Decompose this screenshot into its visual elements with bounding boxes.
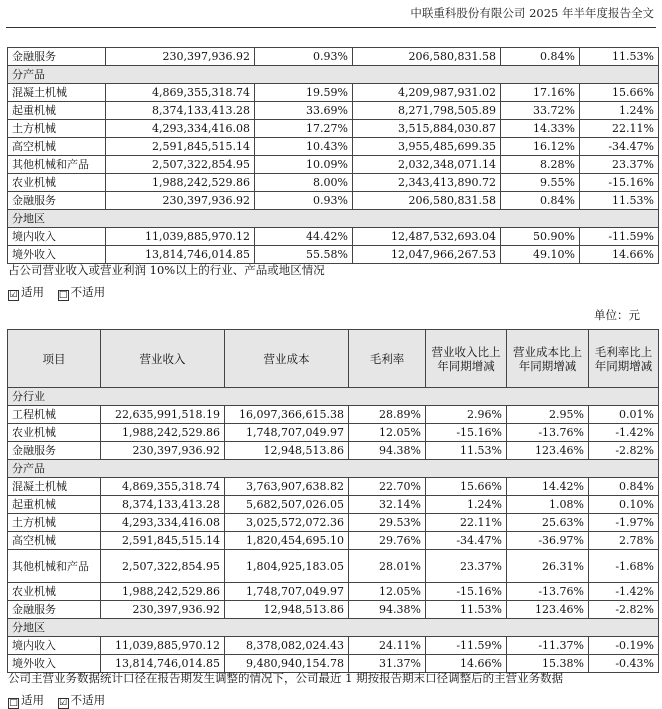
table-row <box>8 532 659 550</box>
row-label: 土方机械 <box>8 120 106 138</box>
table-row <box>8 442 659 460</box>
table-cell: 28.01% <box>349 550 426 583</box>
section-label: 分地区 <box>8 210 659 228</box>
table-cell: 55.58% <box>255 246 353 264</box>
section-label: 分产品 <box>8 66 659 84</box>
table-cell: 10.43% <box>255 138 353 156</box>
table-cell: 12,487,532,693.04 <box>353 228 501 246</box>
table-cell: 8,271,798,505.89 <box>353 102 501 120</box>
row-label: 境内收入 <box>8 637 101 655</box>
checkbox-checked-icon: ☑ <box>59 698 68 708</box>
table-cell: 29.53% <box>349 514 426 532</box>
option-applicable-checked[interactable]: ☑ 适用 <box>9 285 44 300</box>
table-cell: 1.24% <box>426 496 507 514</box>
table-cell: 24.11% <box>349 637 426 655</box>
table-cell: -1.97% <box>589 514 659 532</box>
table-cell: 1.24% <box>580 102 659 120</box>
table-cell: 16,097,366,615.38 <box>225 406 349 424</box>
row-label: 起重机械 <box>8 496 101 514</box>
table-cell: 4,869,355,318.74 <box>106 84 255 102</box>
row-label: 混凝土机械 <box>8 84 106 102</box>
column-header: 营业成本 <box>225 330 349 388</box>
table-cell: 11.53% <box>426 601 507 619</box>
table-cell: -1.68% <box>589 550 659 583</box>
checkbox-empty-icon: □ <box>9 698 18 708</box>
table-cell: 5,682,507,026.05 <box>225 496 349 514</box>
table-cell: 2.96% <box>426 406 507 424</box>
table-cell: 13,814,746,014.85 <box>101 655 225 673</box>
table-cell: 11,039,885,970.12 <box>106 228 255 246</box>
table-cell: 4,209,987,931.02 <box>353 84 501 102</box>
table-row <box>8 424 659 442</box>
table-cell: 17.16% <box>501 84 580 102</box>
table-cell: 1,804,925,183.05 <box>225 550 349 583</box>
row-label: 其他机械和产品 <box>8 156 106 174</box>
table-cell: 4,293,334,416.08 <box>101 514 225 532</box>
table-cell: 8.28% <box>501 156 580 174</box>
table-row <box>8 550 659 583</box>
table-row <box>8 406 659 424</box>
table-cell: 33.69% <box>255 102 353 120</box>
row-label: 农业机械 <box>8 424 101 442</box>
applicability-options-1 <box>8 284 115 300</box>
table-row <box>8 156 659 174</box>
section-label: 分产品 <box>8 460 659 478</box>
table-cell: 0.84% <box>589 478 659 496</box>
table-cell: 94.38% <box>349 442 426 460</box>
table-cell: 1,988,242,529.86 <box>101 424 225 442</box>
table-cell: 32.14% <box>349 496 426 514</box>
row-label: 金融服务 <box>8 192 106 210</box>
table-row <box>8 48 659 66</box>
gross-margin-table <box>7 329 659 673</box>
row-label: 土方机械 <box>8 514 101 532</box>
table-cell: 3,955,485,699.35 <box>353 138 501 156</box>
table-cell: -15.16% <box>426 583 507 601</box>
row-label: 金融服务 <box>8 601 101 619</box>
row-label: 境内收入 <box>8 228 106 246</box>
table-cell: 12,047,966,267.53 <box>353 246 501 264</box>
table-cell: 16.12% <box>501 138 580 156</box>
unit-label: 单位：元 <box>594 308 640 322</box>
table-cell: 12.05% <box>349 583 426 601</box>
checkbox-empty-icon: □ <box>58 290 68 300</box>
table-cell: 2,507,322,854.95 <box>101 550 225 583</box>
table-cell: 123.46% <box>507 442 589 460</box>
row-label: 高空机械 <box>8 532 101 550</box>
table-cell: 15.38% <box>507 655 589 673</box>
table-cell: 2.78% <box>589 532 659 550</box>
table-cell: 2.95% <box>507 406 589 424</box>
table-cell: 206,580,831.58 <box>353 192 501 210</box>
section-row <box>8 619 659 637</box>
table-cell: 22,635,991,518.19 <box>101 406 225 424</box>
table-cell: 1,988,242,529.86 <box>106 174 255 192</box>
table-cell: 17.27% <box>255 120 353 138</box>
table-cell: 0.93% <box>255 48 353 66</box>
table-cell: -13.76% <box>507 424 589 442</box>
table-cell: 2,591,845,515.14 <box>106 138 255 156</box>
table-cell: 22.11% <box>580 120 659 138</box>
table-cell: -2.82% <box>589 601 659 619</box>
table-row <box>8 138 659 156</box>
table-cell: -34.47% <box>426 532 507 550</box>
table-cell: 2,507,322,854.95 <box>106 156 255 174</box>
column-header: 毛利率比上年同期增减 <box>589 330 659 388</box>
option-not-applicable[interactable]: □ 不适用 <box>58 285 106 300</box>
row-label: 起重机械 <box>8 102 106 120</box>
table-cell: 14.33% <box>501 120 580 138</box>
table-cell: 1,748,707,049.97 <box>225 424 349 442</box>
table-cell: 0.84% <box>501 192 580 210</box>
table-cell: 3,763,907,638.82 <box>225 478 349 496</box>
table-cell: 11.53% <box>580 192 659 210</box>
section-row <box>8 210 659 228</box>
option-applicable[interactable]: □ 适用 <box>9 693 44 708</box>
table-cell: 4,293,334,416.08 <box>106 120 255 138</box>
table-cell: -0.43% <box>589 655 659 673</box>
table-cell: 3,515,884,030.87 <box>353 120 501 138</box>
table-cell: 49.10% <box>501 246 580 264</box>
table-cell: 8.00% <box>255 174 353 192</box>
header-divider <box>6 27 656 28</box>
table-cell: -34.47% <box>580 138 659 156</box>
table-row <box>8 496 659 514</box>
row-label: 工程机械 <box>8 406 101 424</box>
column-header: 项目 <box>8 330 101 388</box>
section-row <box>8 460 659 478</box>
row-label: 其他机械和产品 <box>8 550 101 583</box>
table-cell: 10.09% <box>255 156 353 174</box>
segment-revenue-share-table <box>7 47 659 264</box>
table-cell: 1,748,707,049.97 <box>225 583 349 601</box>
table-row <box>8 601 659 619</box>
table-cell: 8,378,082,024.43 <box>225 637 349 655</box>
row-label: 农业机械 <box>8 583 101 601</box>
table-cell: 11,039,885,970.12 <box>101 637 225 655</box>
table-cell: 1,820,454,695.10 <box>225 532 349 550</box>
table-row <box>8 583 659 601</box>
table-cell: 9,480,940,154.78 <box>225 655 349 673</box>
table-cell: 3,025,572,072.36 <box>225 514 349 532</box>
table-row <box>8 228 659 246</box>
table-cell: 12.05% <box>349 424 426 442</box>
row-label: 金融服务 <box>8 48 106 66</box>
table-cell: 28.89% <box>349 406 426 424</box>
table-cell: 26.31% <box>507 550 589 583</box>
column-header: 营业成本比上年同期增减 <box>507 330 589 388</box>
table-row <box>8 192 659 210</box>
table-row <box>8 84 659 102</box>
table-cell: -15.16% <box>426 424 507 442</box>
table-cell: 230,397,936.92 <box>101 601 225 619</box>
table-cell: 230,397,936.92 <box>106 192 255 210</box>
row-label: 境外收入 <box>8 655 101 673</box>
table-cell: 22.11% <box>426 514 507 532</box>
table-cell: 2,591,845,515.14 <box>101 532 225 550</box>
table-row <box>8 102 659 120</box>
table-cell: 230,397,936.92 <box>101 442 225 460</box>
table-cell: 0.10% <box>589 496 659 514</box>
table-cell: 14.66% <box>580 246 659 264</box>
table-cell: 206,580,831.58 <box>353 48 501 66</box>
table-cell: 50.90% <box>501 228 580 246</box>
table-cell: 29.76% <box>349 532 426 550</box>
table-cell: 9.55% <box>501 174 580 192</box>
checkbox-checked-icon: ☑ <box>9 290 18 300</box>
table-cell: 15.66% <box>426 478 507 496</box>
table-cell: 22.70% <box>349 478 426 496</box>
section-row <box>8 388 659 406</box>
table-cell: 25.63% <box>507 514 589 532</box>
table-cell: 12,948,513.86 <box>225 442 349 460</box>
row-label: 农业机械 <box>8 174 106 192</box>
table-row <box>8 246 659 264</box>
table-cell: -1.42% <box>589 424 659 442</box>
table-cell: 23.37% <box>426 550 507 583</box>
table-cell: 2,343,413,890.72 <box>353 174 501 192</box>
table-cell: 14.42% <box>507 478 589 496</box>
section-label: 分行业 <box>8 388 659 406</box>
table-cell: 2,032,348,071.14 <box>353 156 501 174</box>
table-cell: 15.66% <box>580 84 659 102</box>
table-cell: -2.82% <box>589 442 659 460</box>
table-row <box>8 637 659 655</box>
table-cell: 94.38% <box>349 601 426 619</box>
column-header: 营业收入比上年同期增减 <box>426 330 507 388</box>
table-cell: 8,374,133,413.28 <box>101 496 225 514</box>
row-label: 金融服务 <box>8 442 101 460</box>
table-cell: 11.53% <box>580 48 659 66</box>
table-cell: -13.76% <box>507 583 589 601</box>
table-cell: 0.84% <box>501 48 580 66</box>
column-header: 营业收入 <box>101 330 225 388</box>
table-row <box>8 174 659 192</box>
column-header: 毛利率 <box>349 330 426 388</box>
table-cell: -11.59% <box>426 637 507 655</box>
table-cell: -11.59% <box>580 228 659 246</box>
table-cell: 230,397,936.92 <box>106 48 255 66</box>
table-cell: 13,814,746,014.85 <box>106 246 255 264</box>
row-label: 混凝土机械 <box>8 478 101 496</box>
row-label: 高空机械 <box>8 138 106 156</box>
table-row <box>8 478 659 496</box>
table-cell: 31.37% <box>349 655 426 673</box>
table-cell: -15.16% <box>580 174 659 192</box>
table-row <box>8 514 659 532</box>
table-cell: 33.72% <box>501 102 580 120</box>
section-row <box>8 66 659 84</box>
table-cell: 1.08% <box>507 496 589 514</box>
table-cell: 0.01% <box>589 406 659 424</box>
threshold-note: 占公司营业收入或营业利润 10%以上的行业、产品或地区情况 <box>8 263 325 277</box>
page-header: 中联重科股份有限公司 2025 年半年度报告全文 <box>410 6 654 20</box>
table-cell: 123.46% <box>507 601 589 619</box>
table-cell: 14.66% <box>426 655 507 673</box>
table-cell: -1.42% <box>589 583 659 601</box>
table-cell: 1,988,242,529.86 <box>101 583 225 601</box>
table-cell: 44.42% <box>255 228 353 246</box>
row-label: 境外收入 <box>8 246 106 264</box>
applicability-options-2 <box>8 692 115 708</box>
option-not-applicable-checked[interactable]: ☑ 不适用 <box>59 693 106 708</box>
table-cell: -0.19% <box>589 637 659 655</box>
caliber-note: 公司主营业务数据统计口径在报告期发生调整的情况下，公司最近 1 期按报告期末口径调整后的主营业务数据 <box>8 671 564 685</box>
table-cell: -36.97% <box>507 532 589 550</box>
table-cell: 11.53% <box>426 442 507 460</box>
table-cell: 8,374,133,413.28 <box>106 102 255 120</box>
table-cell: 0.93% <box>255 192 353 210</box>
table-cell: -11.37% <box>507 637 589 655</box>
table-cell: 12,948,513.86 <box>225 601 349 619</box>
table-cell: 19.59% <box>255 84 353 102</box>
table-cell: 23.37% <box>580 156 659 174</box>
table-row <box>8 120 659 138</box>
table-cell: 4,869,355,318.74 <box>101 478 225 496</box>
section-label: 分地区 <box>8 619 659 637</box>
